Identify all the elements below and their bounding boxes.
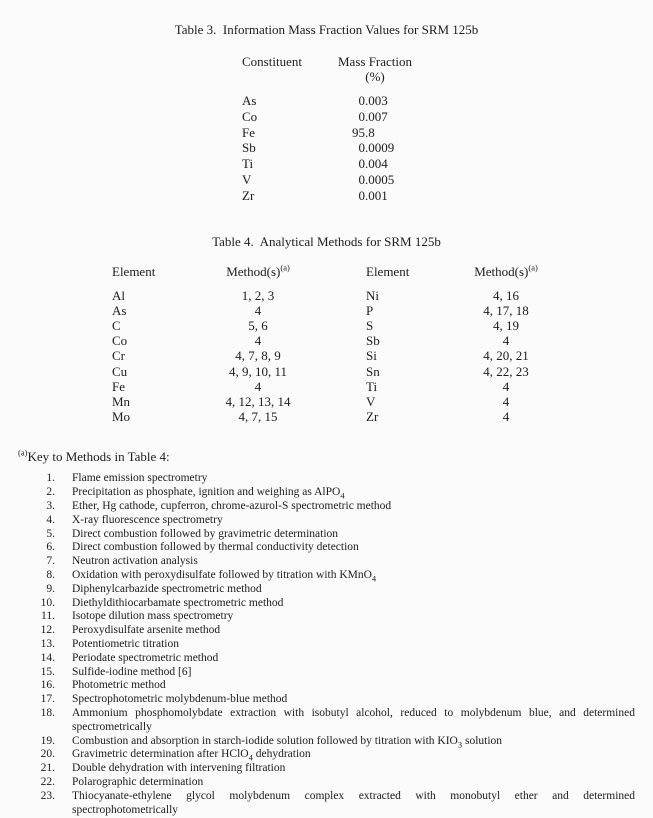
key-method-number: 4. <box>46 513 55 526</box>
table4-row <box>112 288 653 303</box>
mass-fraction-cell <box>338 93 412 109</box>
methods-cell: 4, 20, 21 <box>483 348 529 364</box>
element-cell: P <box>366 302 374 318</box>
element-cell: Ni <box>366 287 379 303</box>
table4-header-element-2: Element <box>366 263 410 279</box>
key-method-text: Peroxydisulfate arsenite method <box>72 624 221 637</box>
key-heading-text: Key to Methods in Table 4: <box>27 449 170 465</box>
key-method-item <box>18 776 635 790</box>
methods-cell: 4 <box>254 333 262 349</box>
methods-cell: 4 <box>502 378 510 394</box>
key-heading <box>18 450 653 464</box>
element-cell: Si <box>366 348 377 364</box>
mass-fraction-cell <box>338 172 412 188</box>
element-cell: Ti <box>366 378 378 394</box>
methods-cell: 4, 9, 10, 11 <box>228 363 288 379</box>
element-cell: Sn <box>366 363 380 379</box>
key-method-text: Double dehydration with intervening filtration <box>72 762 286 775</box>
element-cell: Sb <box>366 333 380 349</box>
element-cell: S <box>366 317 374 333</box>
key-method-text: Thiocyanate-ethylene glycol molybdenum complex extracted with monobutyl ether and determined spectrophotometrically <box>72 789 635 816</box>
methods-cell: 4 <box>254 302 262 318</box>
key-method-number: 5. <box>46 527 55 540</box>
constituent-cell: Sb <box>242 140 256 156</box>
key-method-item <box>18 679 635 693</box>
key-method-number: 7. <box>46 555 55 568</box>
key-method-item <box>18 500 635 514</box>
key-method-number: 6. <box>46 541 55 554</box>
key-method-text: Oxidation with peroxydisulfate followed by titration with KMnO$_4$ <box>72 568 377 584</box>
methods-cell: 4 <box>502 394 510 409</box>
methods-cell: 4 <box>502 333 510 349</box>
key-method-text: Polarographic determination <box>72 775 204 788</box>
constituent-cell: As <box>242 93 257 108</box>
value-whole-part: 0 <box>358 93 365 108</box>
value-fraction-part: .007 <box>365 108 388 124</box>
methods-cell: 4 <box>254 378 262 394</box>
mass-fraction-cell <box>338 109 412 125</box>
table3-section <box>0 0 653 204</box>
key-method-item <box>18 790 635 818</box>
footnote-marker: (a) <box>280 262 290 273</box>
key-method-number: 2. <box>46 486 55 499</box>
value-whole-part: 0 <box>358 156 365 172</box>
table3-row <box>242 156 653 172</box>
key-method-number: 19. <box>40 734 55 747</box>
element-cell: Cr <box>112 348 125 364</box>
table3-header-constituent: Constituent <box>242 54 302 69</box>
key-method-item <box>18 624 635 638</box>
table3-header-mass-fraction: Mass Fraction <box>338 54 413 69</box>
value-fraction-part: .8 <box>365 124 375 140</box>
value-whole-part: 0 <box>358 108 365 124</box>
key-method-item <box>18 514 635 528</box>
key-method-number: 16. <box>40 679 55 692</box>
key-method-text: Ether, Hg cathode, cupferron, chrome-azurol-S spectrometric method <box>72 500 392 512</box>
element-cell: Mn <box>112 394 131 409</box>
key-method-number: 10. <box>40 596 55 609</box>
element-cell: Zr <box>366 409 379 425</box>
constituent-cell: Co <box>242 108 258 124</box>
key-method-number: 20. <box>40 748 55 761</box>
key-method-text: Direct combustion followed by thermal conductivity detection <box>72 541 359 554</box>
methods-cell: 4, 7, 8, 9 <box>235 348 281 364</box>
table3-row <box>242 140 653 156</box>
key-method-number: 1. <box>46 472 55 485</box>
table3-row <box>242 109 653 125</box>
key-method-text: Combustion and absorption in starch-iodide solution followed by titration with $KIO_3$ solution <box>72 734 503 749</box>
value-fraction-part: .003 <box>365 93 388 108</box>
key-method-text: Potentiometric titration <box>72 637 179 650</box>
methods-cell: 4 <box>502 409 510 425</box>
key-method-number: 13. <box>40 637 55 650</box>
mass-fraction-cell <box>338 156 412 172</box>
table3-row <box>242 93 653 109</box>
mass-fraction-cell <box>338 125 412 141</box>
key-method-number: 8. <box>46 568 55 581</box>
key-method-item <box>18 555 635 569</box>
table3-header-unit-row <box>242 69 653 84</box>
table4-row <box>112 318 653 333</box>
mass-fraction-cell <box>338 188 412 204</box>
constituent-cell: Zr <box>242 187 255 203</box>
table3-title: Table 3. Information Mass Fraction Values for SRM 125b <box>174 22 479 37</box>
key-method-number: 22. <box>40 775 55 788</box>
methods-cell: 4, 22, 23 <box>483 363 529 379</box>
key-method-text: Gravimetric determination after HClO$_4$ dehydration <box>72 748 311 763</box>
key-method-item <box>18 666 635 680</box>
key-method-text: Precipitation as phosphate, ignition and weighing as AlPO$_4$ <box>72 486 345 501</box>
table4-row <box>112 364 653 379</box>
value-fraction-part: .0005 <box>365 171 395 187</box>
footnote-marker: (a) <box>18 448 28 459</box>
value-whole-part: 95 <box>352 124 365 140</box>
key-method-item <box>18 597 635 611</box>
key-method-list <box>18 472 653 817</box>
methods-cell: 5, 6 <box>248 317 268 333</box>
key-method-number: 15. <box>40 665 55 678</box>
key-method-item <box>18 528 635 542</box>
table4-title: Table 4. Analytical Methods for SRM 125b <box>212 233 441 249</box>
table4-header <box>112 264 653 279</box>
key-method-text: Sulfide-iodine method [6] <box>72 665 192 678</box>
element-cell: Fe <box>112 378 125 394</box>
key-method-text: Periodate spectrometric method <box>72 651 219 664</box>
table4-section <box>0 234 653 425</box>
key-method-item <box>18 583 635 597</box>
table4-header-element-1: Element <box>112 263 156 279</box>
key-method-text: Ammonium phosphomolybdate extraction with isobutyl alcohol, reduced to molybdenum blue, and determined spectrometrically <box>72 706 635 733</box>
table3-row <box>242 172 653 188</box>
methods-cell: 4, 7, 15 <box>238 409 278 425</box>
value-whole-part: 0 <box>358 140 365 156</box>
key-method-item <box>18 652 635 666</box>
key-method-number: 17. <box>40 693 55 706</box>
key-method-text: Flame emission spectrometry <box>72 472 208 485</box>
methods-cell: 1, 2, 3 <box>241 287 275 303</box>
key-method-number: 11. <box>41 610 55 623</box>
key-method-item <box>18 610 635 624</box>
table4-row <box>112 394 653 409</box>
value-whole-part: 0 <box>358 171 365 187</box>
key-method-text: Direct combustion followed by gravimetric determination <box>72 527 339 540</box>
element-cell: Cu <box>112 363 128 379</box>
key-method-text: Neutron activation analysis <box>72 555 198 568</box>
key-method-item <box>18 693 635 707</box>
key-method-item <box>18 486 635 500</box>
key-method-item <box>18 748 635 762</box>
key-method-number: 12. <box>40 624 55 637</box>
key-method-number: 14. <box>40 651 55 664</box>
key-method-number: 9. <box>46 582 55 595</box>
key-method-number: 21. <box>40 762 55 775</box>
key-method-item <box>18 638 635 652</box>
element-cell: C <box>112 317 121 333</box>
value-fraction-part: .001 <box>365 187 388 203</box>
key-method-item <box>18 707 635 735</box>
key-section <box>0 450 653 817</box>
element-cell: Co <box>112 333 128 349</box>
methods-cell: 4, 17, 18 <box>483 302 529 318</box>
key-method-text: Isotope dilution mass spectrometry <box>72 610 234 623</box>
constituent-cell: Ti <box>242 156 254 172</box>
value-fraction-part: .004 <box>365 156 388 172</box>
table4-header-methods-1 <box>196 264 320 279</box>
element-cell: As <box>112 302 127 318</box>
table4-row <box>112 333 653 348</box>
methods-cell: 4, 12, 13, 14 <box>225 394 291 409</box>
key-method-text: Diphenylcarbazide spectrometric method <box>72 582 262 595</box>
key-method-item <box>18 569 635 583</box>
element-cell: V <box>366 394 376 409</box>
table4-body <box>112 288 653 425</box>
key-method-item <box>18 735 635 749</box>
key-method-item <box>18 762 635 776</box>
methods-cell: 4, 19 <box>493 317 519 333</box>
key-method-text: Spectrophotometric molybdenum-blue method <box>72 693 288 706</box>
key-method-item <box>18 472 635 486</box>
value-fraction-part: .0009 <box>365 140 395 156</box>
key-method-text: X-ray fluorescence spectrometry <box>72 513 223 526</box>
key-method-item <box>18 541 635 555</box>
table3-row <box>242 188 653 204</box>
key-method-number: 23. <box>40 789 55 802</box>
table4-row <box>112 379 653 394</box>
footnote-marker: (a) <box>528 262 538 273</box>
table3-header-row <box>242 54 653 69</box>
table4-header-methods-2-label: Method(s) <box>474 263 529 279</box>
element-cell: Mo <box>112 409 131 425</box>
table4-row <box>112 303 653 318</box>
constituent-cell: Fe <box>242 124 255 140</box>
table3-header-unit: (%) <box>365 69 385 84</box>
table4-row <box>112 409 653 424</box>
key-method-text: Diethyldithiocarbamate spectrometric method <box>72 596 284 609</box>
key-method-number: 3. <box>46 500 55 512</box>
table3-header <box>242 54 653 84</box>
mass-fraction-cell <box>338 140 412 156</box>
methods-cell: 4, 16 <box>493 287 519 303</box>
table4-header-methods-1-label: Method(s) <box>226 263 281 279</box>
table3-body <box>242 93 653 204</box>
key-method-text: Photometric method <box>72 679 166 692</box>
element-cell: Al <box>112 287 125 303</box>
value-whole-part: 0 <box>358 187 365 203</box>
table3-row <box>242 125 653 141</box>
table4-row <box>112 348 653 363</box>
key-method-number: 18. <box>40 706 55 719</box>
constituent-cell: V <box>242 171 252 187</box>
table4-header-methods-2 <box>450 264 562 279</box>
